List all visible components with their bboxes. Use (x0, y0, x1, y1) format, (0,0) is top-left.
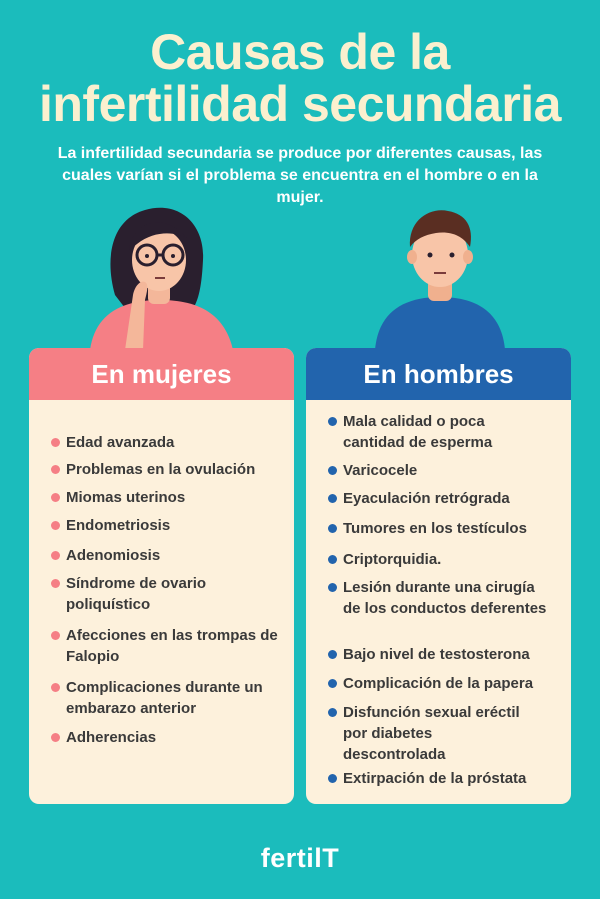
list-item: Problemas en la ovulación (29, 459, 294, 480)
list-item: Disfunción sexual eréctil por diabetes descontrolada (306, 702, 536, 765)
bullet-icon (51, 733, 60, 742)
bullet-icon (328, 555, 337, 564)
bullet-icon (328, 583, 337, 592)
bullet-icon (328, 650, 337, 659)
bullet-icon (328, 679, 337, 688)
list-item: Edad avanzada (29, 432, 294, 453)
bullet-icon (328, 774, 337, 783)
list-item: Afecciones en las trompas de Falopio (29, 625, 279, 667)
list-item: Miomas uterinos (29, 487, 294, 508)
list-item: Bajo nivel de testosterona (306, 644, 571, 665)
bullet-icon (328, 494, 337, 503)
page-subtitle: La infertilidad secundaria se produce por diferentes causas, las cuales varían si el problema se encuentra en el hombre o en la mujer. (57, 145, 543, 206)
women-card-header: En mujeres (29, 348, 294, 400)
list-item: Criptorquidia. (306, 549, 571, 570)
bullet-icon (51, 521, 60, 530)
title-line-2: infertilidad secundaria (39, 76, 561, 132)
bullet-icon (328, 708, 337, 717)
list-item: Síndrome de ovario poliquístico (29, 573, 254, 615)
title-line-1: Causas de la (150, 24, 450, 80)
bullet-icon (51, 683, 60, 692)
men-causes-card (306, 348, 571, 804)
bullet-icon (328, 524, 337, 533)
list-item: Tumores en los testículos (306, 518, 571, 539)
list-item: Lesión durante una cirugía de los conductos deferentes (306, 577, 556, 619)
page-title (0, 26, 600, 130)
bullet-icon (51, 438, 60, 447)
bullet-icon (51, 631, 60, 640)
list-item: Extirpación de la próstata (306, 768, 571, 789)
woman-illustration (85, 200, 245, 350)
bullet-icon (328, 417, 337, 426)
list-item: Adherencias (29, 727, 294, 748)
bullet-icon (51, 465, 60, 474)
list-item: Varicocele (306, 460, 571, 481)
list-item: Eyaculación retrógrada (306, 488, 571, 509)
bullet-icon (51, 579, 60, 588)
list-item: Complicaciones durante un embarazo anterior (29, 677, 294, 719)
men-card-header: En hombres (306, 348, 571, 400)
list-item: Complicación de la papera (306, 673, 571, 694)
brand-logo: fertilT (260, 843, 340, 873)
list-item: Endometriosis (29, 515, 294, 536)
man-illustration (370, 205, 510, 350)
list-item: Adenomiosis (29, 545, 294, 566)
women-causes-card (29, 348, 294, 804)
list-item: Mala calidad o poca cantidad de esperma (306, 411, 526, 453)
bullet-icon (51, 551, 60, 560)
bullet-icon (328, 466, 337, 475)
bullet-icon (51, 493, 60, 502)
